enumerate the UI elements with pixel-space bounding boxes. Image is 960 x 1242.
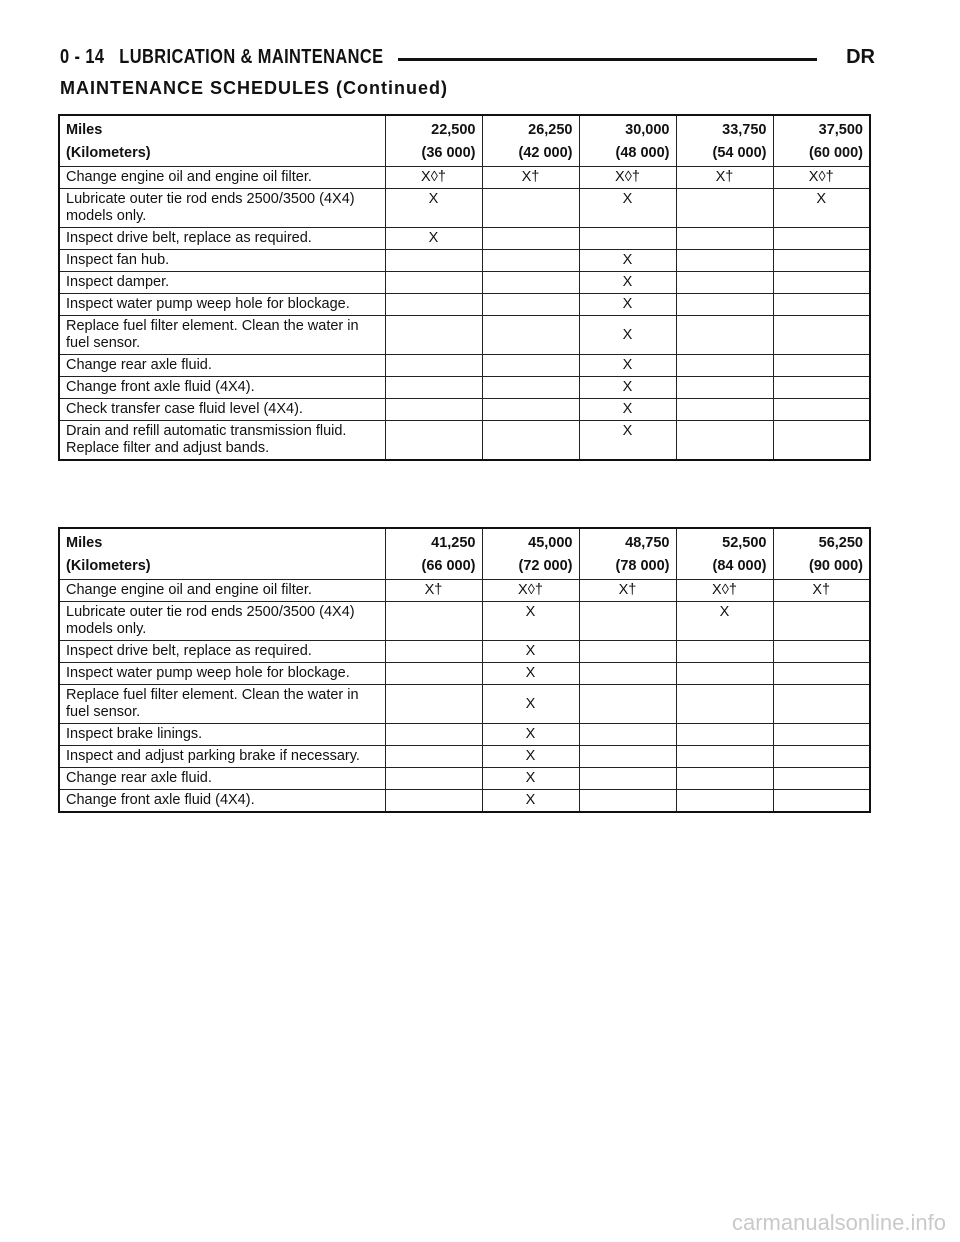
schedule-cell xyxy=(482,377,579,399)
schedule-cell xyxy=(676,316,773,355)
km-value: (72 000) xyxy=(482,555,579,580)
km-label: (Kilometers) xyxy=(59,142,385,167)
schedule-cell xyxy=(773,250,870,272)
header-rule xyxy=(398,58,817,61)
schedule-cell xyxy=(482,228,579,250)
schedule-cell xyxy=(385,421,482,461)
table-row xyxy=(59,294,870,316)
table-row xyxy=(59,602,870,641)
schedule-cell xyxy=(676,421,773,461)
schedule-cell xyxy=(773,294,870,316)
schedule-cell: X xyxy=(482,724,579,746)
schedule-cell xyxy=(773,377,870,399)
schedule-cell: X xyxy=(579,272,676,294)
km-header-row xyxy=(59,555,870,580)
table-row xyxy=(59,167,870,189)
task-label: Inspect drive belt, replace as required. xyxy=(59,228,385,250)
miles-value: 26,250 xyxy=(482,115,579,142)
schedule-cell xyxy=(385,377,482,399)
miles-value: 41,250 xyxy=(385,528,482,555)
task-label: Change front axle fluid (4X4). xyxy=(59,377,385,399)
schedule-cell xyxy=(676,189,773,228)
schedule-cell: X xyxy=(482,602,579,641)
schedule-cell xyxy=(579,724,676,746)
schedule-cell xyxy=(773,746,870,768)
task-label: Change rear axle fluid. xyxy=(59,355,385,377)
schedule-cell: X◊† xyxy=(676,580,773,602)
schedule-cell xyxy=(385,602,482,641)
km-value: (36 000) xyxy=(385,142,482,167)
km-header-row xyxy=(59,142,870,167)
schedule-cell xyxy=(482,272,579,294)
task-label: Inspect water pump weep hole for blockage. xyxy=(59,294,385,316)
task-label: Change engine oil and engine oil filter. xyxy=(59,167,385,189)
table-row xyxy=(59,663,870,685)
schedule-cell xyxy=(579,746,676,768)
schedule-cell: X xyxy=(579,377,676,399)
schedule-cell: X xyxy=(676,602,773,641)
schedule-cell: X◊† xyxy=(385,167,482,189)
page-number: 0 - 14 LUBRICATION & MAINTENANCE xyxy=(60,46,384,68)
miles-header-row xyxy=(59,528,870,555)
miles-value: 52,500 xyxy=(676,528,773,555)
schedule-cell xyxy=(482,250,579,272)
table-row xyxy=(59,580,870,602)
task-label: Inspect water pump weep hole for blockage. xyxy=(59,663,385,685)
km-label: (Kilometers) xyxy=(59,555,385,580)
schedule-cell xyxy=(676,768,773,790)
schedule-cell xyxy=(385,768,482,790)
schedule-cell xyxy=(773,790,870,813)
schedule-cell xyxy=(676,790,773,813)
schedule-cell: X xyxy=(482,746,579,768)
km-value: (60 000) xyxy=(773,142,870,167)
miles-value: 56,250 xyxy=(773,528,870,555)
table-row xyxy=(59,228,870,250)
schedule-cell xyxy=(482,189,579,228)
schedule-cell: X xyxy=(579,250,676,272)
miles-label: Miles xyxy=(59,528,385,555)
schedule-cell xyxy=(579,663,676,685)
table-row xyxy=(59,746,870,768)
table-row xyxy=(59,272,870,294)
task-label: Lubricate outer tie rod ends 2500/3500 (4X4) models only. xyxy=(59,189,385,228)
schedule-cell xyxy=(773,663,870,685)
task-label: Lubricate outer tie rod ends 2500/3500 (4X4) models only. xyxy=(59,602,385,641)
schedule-cell xyxy=(385,272,482,294)
task-label: Inspect damper. xyxy=(59,272,385,294)
schedule-cell: X xyxy=(482,790,579,813)
schedule-cell xyxy=(676,685,773,724)
miles-value: 37,500 xyxy=(773,115,870,142)
schedule-cell: X† xyxy=(773,580,870,602)
task-label: Check transfer case fluid level (4X4). xyxy=(59,399,385,421)
schedule-cell: X† xyxy=(482,167,579,189)
schedule-cell: X xyxy=(385,189,482,228)
schedule-cell xyxy=(482,399,579,421)
schedule-cell xyxy=(773,228,870,250)
schedule-cell xyxy=(385,355,482,377)
schedule-cell: X◊† xyxy=(482,580,579,602)
table-row xyxy=(59,316,870,355)
schedule-cell: X xyxy=(579,294,676,316)
miles-label: Miles xyxy=(59,115,385,142)
table-row xyxy=(59,641,870,663)
schedule-cell xyxy=(676,746,773,768)
schedule-cell xyxy=(773,399,870,421)
schedule-cell: X† xyxy=(676,167,773,189)
schedule-cell xyxy=(482,421,579,461)
task-label: Inspect brake linings. xyxy=(59,724,385,746)
schedule-cell xyxy=(676,250,773,272)
task-label: Replace fuel filter element. Clean the water in fuel sensor. xyxy=(59,316,385,355)
miles-value: 48,750 xyxy=(579,528,676,555)
schedule-cell: X† xyxy=(579,580,676,602)
schedule-cell xyxy=(579,641,676,663)
schedule-cell: X xyxy=(579,421,676,461)
schedule-cell xyxy=(676,399,773,421)
miles-value: 30,000 xyxy=(579,115,676,142)
schedule-cell xyxy=(385,250,482,272)
task-label: Change engine oil and engine oil filter. xyxy=(59,580,385,602)
schedule-cell xyxy=(482,355,579,377)
schedule-cell xyxy=(579,685,676,724)
schedule-cell xyxy=(676,228,773,250)
task-label: Change front axle fluid (4X4). xyxy=(59,790,385,813)
miles-value: 45,000 xyxy=(482,528,579,555)
table-row xyxy=(59,355,870,377)
page-header xyxy=(60,46,875,74)
schedule-cell xyxy=(385,399,482,421)
schedule-cell xyxy=(676,663,773,685)
task-label: Inspect fan hub. xyxy=(59,250,385,272)
table-row xyxy=(59,685,870,724)
schedule-cell xyxy=(676,294,773,316)
schedule-cell: X xyxy=(482,685,579,724)
watermark: carmanualsonline.info xyxy=(731,1210,946,1235)
schedule-cell xyxy=(773,602,870,641)
schedule-table-1 xyxy=(58,114,871,461)
schedule-cell: X xyxy=(385,228,482,250)
task-label: Inspect and adjust parking brake if necessary. xyxy=(59,746,385,768)
schedule-cell: X xyxy=(579,189,676,228)
schedule-cell xyxy=(579,602,676,641)
miles-header-row xyxy=(59,115,870,142)
schedule-cell xyxy=(773,421,870,461)
schedule-cell xyxy=(579,228,676,250)
task-label: Drain and refill automatic transmission fluid. Replace filter and adjust bands. xyxy=(59,421,385,461)
table-row xyxy=(59,421,870,461)
miles-value: 22,500 xyxy=(385,115,482,142)
schedule-cell xyxy=(385,724,482,746)
km-value: (78 000) xyxy=(579,555,676,580)
schedule-cell: X xyxy=(579,316,676,355)
schedule-cell xyxy=(385,663,482,685)
km-value: (90 000) xyxy=(773,555,870,580)
task-label: Change rear axle fluid. xyxy=(59,768,385,790)
schedule-cell xyxy=(676,641,773,663)
schedule-cell xyxy=(773,272,870,294)
schedule-cell xyxy=(482,294,579,316)
schedule-cell: X◊† xyxy=(579,167,676,189)
schedule-cell xyxy=(773,641,870,663)
model-code: DR xyxy=(846,46,875,68)
km-value: (84 000) xyxy=(676,555,773,580)
schedule-cell xyxy=(385,641,482,663)
schedule-cell xyxy=(385,685,482,724)
schedule-cell xyxy=(676,724,773,746)
table-row xyxy=(59,724,870,746)
schedule-cell xyxy=(676,272,773,294)
schedule-cell xyxy=(579,790,676,813)
schedule-cell xyxy=(385,316,482,355)
table-row xyxy=(59,377,870,399)
schedule-cell: X xyxy=(482,641,579,663)
schedule-cell: X◊† xyxy=(773,167,870,189)
section-title: LUBRICATION & MAINTENANCE xyxy=(119,46,384,68)
page-title: MAINTENANCE SCHEDULES (Continued) xyxy=(60,78,448,98)
km-value: (66 000) xyxy=(385,555,482,580)
schedule-cell xyxy=(773,685,870,724)
schedule-cell xyxy=(773,316,870,355)
schedule-cell xyxy=(676,355,773,377)
km-value: (54 000) xyxy=(676,142,773,167)
table-row xyxy=(59,189,870,228)
schedule-cell xyxy=(579,768,676,790)
schedule-cell xyxy=(773,355,870,377)
schedule-cell xyxy=(385,790,482,813)
schedule-cell xyxy=(385,746,482,768)
table-row xyxy=(59,399,870,421)
km-value: (42 000) xyxy=(482,142,579,167)
schedule-cell: X xyxy=(579,355,676,377)
schedule-cell: X† xyxy=(385,580,482,602)
table-row xyxy=(59,790,870,813)
task-label: Inspect drive belt, replace as required. xyxy=(59,641,385,663)
schedule-cell xyxy=(773,768,870,790)
schedule-cell xyxy=(385,294,482,316)
schedule-cell: X xyxy=(482,768,579,790)
schedule-table-2 xyxy=(58,527,871,813)
miles-value: 33,750 xyxy=(676,115,773,142)
schedule-cell xyxy=(482,316,579,355)
km-value: (48 000) xyxy=(579,142,676,167)
task-label: Replace fuel filter element. Clean the water in fuel sensor. xyxy=(59,685,385,724)
schedule-cell: X xyxy=(579,399,676,421)
schedule-cell xyxy=(773,724,870,746)
schedule-cell: X xyxy=(773,189,870,228)
schedule-cell xyxy=(676,377,773,399)
table-row xyxy=(59,250,870,272)
table-row xyxy=(59,768,870,790)
schedule-cell: X xyxy=(482,663,579,685)
